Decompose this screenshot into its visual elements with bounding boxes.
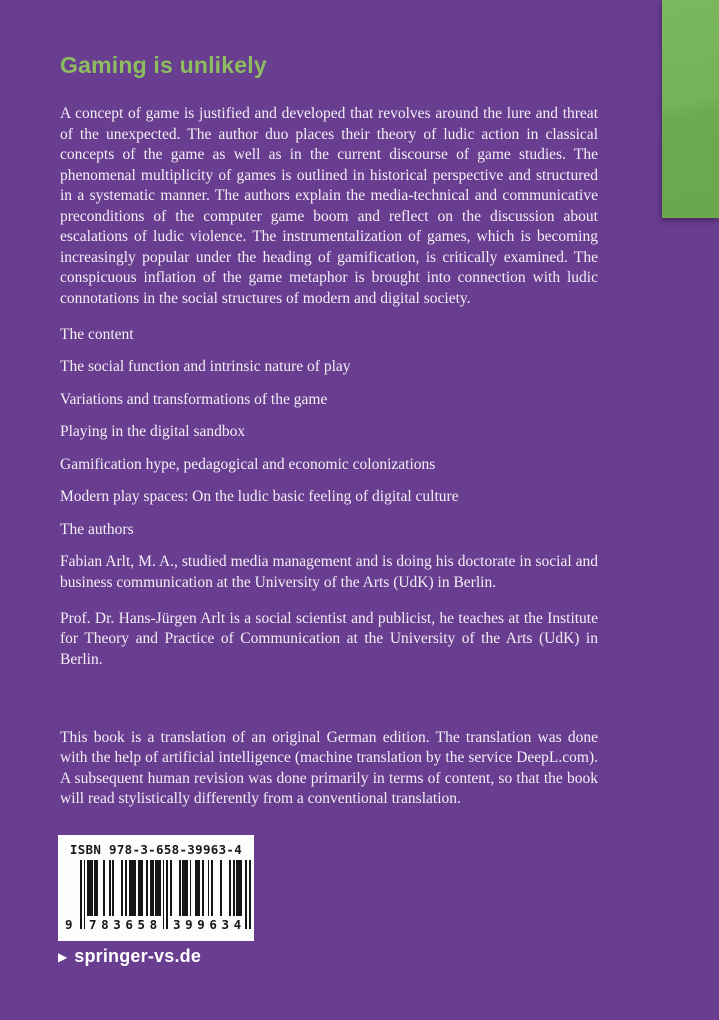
authors-heading: The authors	[60, 520, 134, 538]
ean-right-digits: 399634	[173, 917, 246, 932]
page-title: Gaming is unlikely	[60, 52, 267, 78]
triangle-arrow-icon: ▶	[58, 949, 68, 964]
content-item: Playing in the digital sandbox	[60, 423, 246, 440]
content-heading: The content	[60, 325, 134, 343]
content-item: Modern play spaces: On the ludic basic feeling of digital culture	[60, 488, 459, 505]
content-item: The social function and intrinsic nature of play	[60, 358, 351, 375]
isbn-label: ISBN 978-3-658-39963-4	[69, 842, 243, 857]
book-blurb: A concept of game is justified and developed that revolves around the lure and threat of the unexpected. The author duo places their theory of ludic action in classical concepts of the game as well as in the current discourse of game studies. The phenomenal multiplicity of games is outlined in historical perspective and structured in a systematic manner. The authors explain the media-technical and communicative preconditions of the computer game boom and reflect on the discussion about escalations of ludic violence. The instrumentalization of games, which is becoming increasingly popular under the heading of gamification, is critically examined. The conspicuous inflation of the game metaphor is brought into connection with ludic connotations in the social structures of modern and digital society.	[60, 105, 598, 307]
ean-first-digit: 9	[65, 917, 73, 932]
ean-left-digits: 783658	[89, 917, 162, 932]
translation-note: This book is a translation of an original German edition. The translation was done with the help of artificial intelligence (machine translation by the service DeepL.com). A subsequent human revision was done primarily in terms of content, so that the book will read stylistically differently from a conventional translation.	[60, 728, 598, 807]
barcode-bars-area	[65, 860, 251, 932]
content-item: Variations and transformations of the game	[60, 390, 328, 408]
cover-text-column	[60, 0, 598, 686]
publisher-website: springer-vs.de	[74, 946, 202, 966]
content-item: Gamification hype, pedagogical and economic colonizations	[60, 455, 436, 473]
green-accent-block	[662, 0, 719, 218]
publisher-footer	[58, 946, 201, 967]
author-bio: Fabian Arlt, M. A., studied media management and is doing his doctorate in social and business communication at the University of the Arts (UdK) in Berlin.	[60, 553, 598, 591]
barcode	[58, 835, 254, 941]
author-bio: Prof. Dr. Hans-Jürgen Arlt is a social scientist and publicist, he teaches at the Institute for Theory and Practice of Communication at the University of the Arts (UdK) in Berlin.	[60, 609, 598, 668]
